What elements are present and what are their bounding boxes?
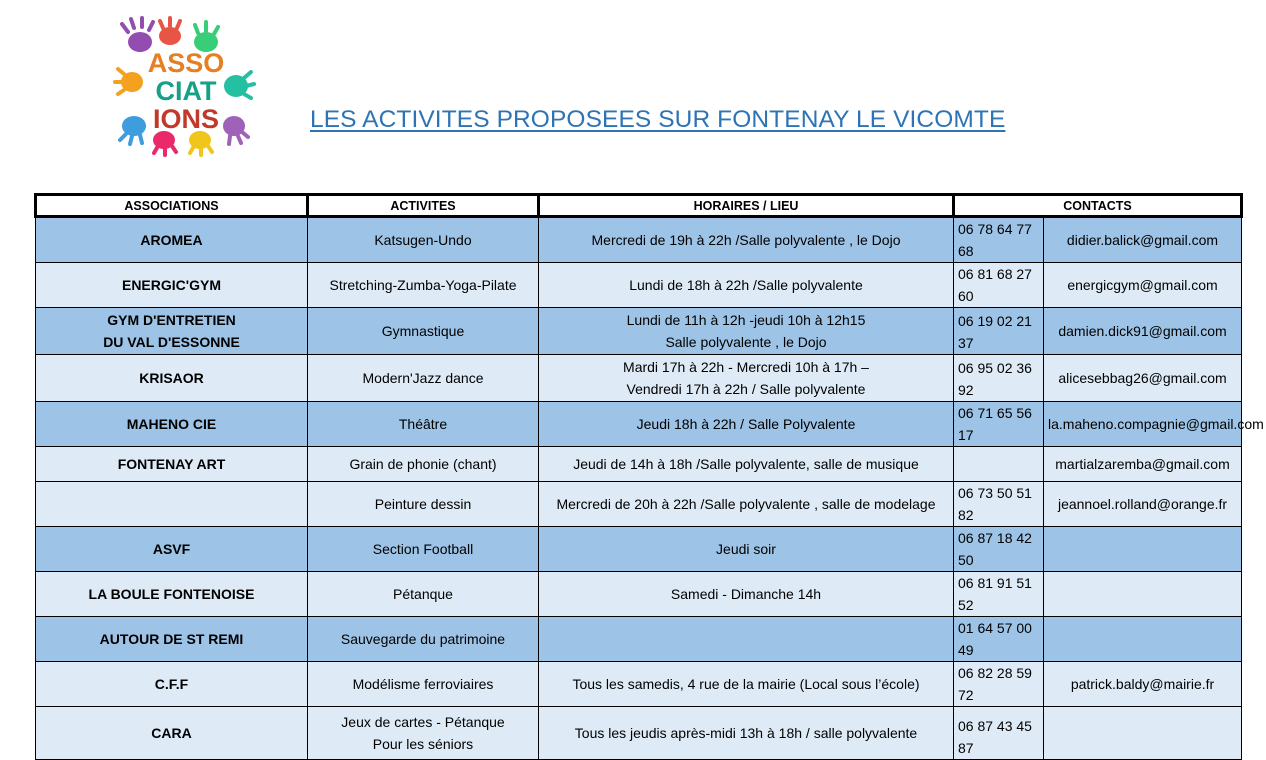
table-row <box>36 447 1242 482</box>
table-row <box>36 707 1242 760</box>
phone-cell: 06 87 18 42 50 <box>954 527 1044 572</box>
email-cell <box>1044 402 1264 447</box>
svg-text:ASSO: ASSO <box>147 48 225 78</box>
association-name: C.F.F <box>154 676 189 692</box>
phone-cell: 06 87 43 45 87 <box>954 707 1044 760</box>
phone-cell: 06 71 65 56 17 <box>954 402 1044 447</box>
activite-cell <box>308 217 539 263</box>
activite-cell <box>308 662 539 707</box>
email-link[interactable]: la.maheno.compagnie@gmail.com <box>1048 416 1264 432</box>
association-name: LA BOULE FONTENOISE <box>88 586 255 602</box>
phone-cell: 06 78 64 77 68 <box>954 217 1044 263</box>
horaires-cell <box>539 617 954 662</box>
phone-cell: 06 82 28 59 72 <box>954 662 1044 707</box>
association-name: AUTOUR DE ST REMI <box>99 631 244 647</box>
horaires-text: Jeudi soir <box>716 541 776 557</box>
phone-cell: 06 81 91 51 52 <box>954 572 1044 617</box>
horaires-cell <box>539 707 954 760</box>
horaires-cell <box>539 263 954 308</box>
association-name: ASVF <box>152 541 191 557</box>
association-name: KRISAOR <box>139 370 204 386</box>
table-row <box>36 263 1242 308</box>
svg-text:IONS: IONS <box>152 104 220 134</box>
horaires-text: Vendredi 17h à 22h / Salle polyvalente <box>626 381 866 397</box>
horaires-text: Mardi 17h à 22h - Mercredi 10h à 17h – <box>623 359 869 375</box>
table-header-row <box>36 195 1242 217</box>
association-cell <box>36 662 308 707</box>
activite-text: Grain de phonie (chant) <box>349 456 497 472</box>
association-cell <box>36 402 308 447</box>
table-row <box>36 662 1242 707</box>
email-link[interactable]: alicesebbag26@gmail.com <box>1058 370 1227 386</box>
activite-cell <box>308 707 539 760</box>
horaires-text: Lundi de 11h à 12h -jeudi 10h à 12h15 <box>626 312 866 328</box>
horaires-text: Samedi - Dimanche 14h <box>670 586 822 602</box>
activite-cell <box>308 572 539 617</box>
association-cell <box>36 217 308 263</box>
horaires-text: Lundi de 18h à 22h /Salle polyvalente <box>629 277 863 293</box>
association-name: DU VAL D'ESSONNE <box>103 334 240 350</box>
table-row <box>36 617 1242 662</box>
horaires-cell <box>539 217 954 263</box>
association-cell <box>36 263 308 308</box>
horaires-text: Tous les jeudis après-midi 13h à 18h / salle polyvalente <box>574 725 918 741</box>
horaires-cell <box>539 447 954 482</box>
email-cell <box>1044 707 1242 760</box>
activite-text: Jeux de cartes - Pétanque <box>341 714 505 730</box>
association-name: GYM D'ENTRETIEN <box>107 312 236 328</box>
email-cell <box>1044 662 1242 707</box>
email-cell <box>1044 308 1242 355</box>
activite-cell <box>308 402 539 447</box>
association-cell <box>36 447 308 482</box>
horaires-cell <box>539 572 954 617</box>
phone-cell: 06 19 02 21 37 <box>954 308 1044 355</box>
email-cell <box>1044 447 1242 482</box>
hands-logo-icon <box>118 22 254 154</box>
email-cell <box>1044 482 1242 527</box>
email-link[interactable]: patrick.baldy@mairie.fr <box>1070 676 1215 692</box>
email-cell <box>1044 527 1242 572</box>
activite-cell <box>308 308 539 355</box>
activite-text: Théâtre <box>398 416 448 432</box>
association-name: CARA <box>151 725 192 741</box>
association-name: MAHENO CIE <box>126 416 217 432</box>
phone-cell: 01 64 57 00 49 <box>954 617 1044 662</box>
activite-text: Modélisme ferroviaires <box>352 676 494 692</box>
association-cell <box>36 308 308 355</box>
activite-text: Pétanque <box>393 586 453 602</box>
activite-text: Sauvegarde du patrimoine <box>340 631 506 647</box>
association-name: FONTENAY ART <box>117 456 226 472</box>
horaires-text: Mercredi de 20h à 22h /Salle polyvalente , salle de modelage <box>556 496 936 512</box>
table-row <box>36 308 1242 355</box>
activite-text: Pour les séniors <box>372 736 474 752</box>
association-name: ENERGIC'GYM <box>121 277 221 293</box>
association-cell <box>36 482 308 527</box>
horaires-cell <box>539 482 954 527</box>
email-link[interactable]: energicgym@gmail.com <box>1067 277 1218 293</box>
email-cell <box>1044 217 1242 263</box>
horaires-cell <box>539 355 954 402</box>
horaires-text: Jeudi de 14h à 18h /Salle polyvalente, salle de musique <box>573 456 919 472</box>
phone-cell: 06 81 68 27 60 <box>954 263 1044 308</box>
email-cell <box>1044 572 1242 617</box>
table-row <box>36 355 1242 402</box>
email-cell <box>1044 263 1242 308</box>
horaires-cell <box>539 662 954 707</box>
table-row <box>36 572 1242 617</box>
svg-text:CIAT: CIAT <box>155 76 217 106</box>
header-contacts: CONTACTS <box>954 195 1242 217</box>
horaires-text: Mercredi de 19h à 22h /Salle polyvalente , le Dojo <box>591 232 901 248</box>
table-row <box>36 402 1242 447</box>
header-associations: ASSOCIATIONS <box>36 195 308 217</box>
activite-text: Stretching-Zumba-Yoga-Pilate <box>329 277 517 293</box>
activite-cell <box>308 263 539 308</box>
activite-cell <box>308 527 539 572</box>
activite-text: Section Football <box>372 541 474 557</box>
horaires-text: Tous les samedis, 4 rue de la mairie (Local sous l’école) <box>572 676 920 692</box>
email-cell <box>1044 355 1242 402</box>
table-row <box>36 482 1242 527</box>
association-cell <box>36 617 308 662</box>
table-body <box>36 217 1264 760</box>
email-link[interactable]: martialzaremba@gmail.com <box>1055 456 1230 472</box>
activite-text: Modern'Jazz dance <box>362 370 484 386</box>
email-cell <box>1044 617 1242 662</box>
activite-cell <box>308 617 539 662</box>
association-name: AROMEA <box>140 232 203 248</box>
header-activites: ACTIVITES <box>308 195 539 217</box>
email-link[interactable]: damien.dick91@gmail.com <box>1058 323 1227 339</box>
activite-cell <box>308 355 539 402</box>
association-cell <box>36 355 308 402</box>
association-cell <box>36 707 308 760</box>
horaires-cell <box>539 527 954 572</box>
header-horaires: HORAIRES / LIEU <box>539 195 954 217</box>
activite-text: Katsugen-Undo <box>374 232 472 248</box>
horaires-cell <box>539 402 954 447</box>
horaires-text: Salle polyvalente , le Dojo <box>665 334 827 350</box>
email-link[interactable]: jeannoel.rolland@orange.fr <box>1057 496 1228 512</box>
association-cell <box>36 527 308 572</box>
table-row <box>36 217 1242 263</box>
phone-cell <box>954 447 1044 482</box>
associations-logo <box>118 22 254 154</box>
phone-cell: 06 73 50 51 82 <box>954 482 1044 527</box>
page-title[interactable]: LES ACTIVITES PROPOSEES SUR FONTENAY LE VICOMTE <box>310 106 1006 133</box>
horaires-text: Jeudi 18h à 22h / Salle Polyvalente <box>636 416 856 432</box>
phone-cell: 06 95 02 36 92 <box>954 355 1044 402</box>
activite-text: Gymnastique <box>381 323 465 339</box>
activite-cell <box>308 482 539 527</box>
activite-cell <box>308 447 539 482</box>
email-link[interactable]: didier.balick@gmail.com <box>1066 232 1219 248</box>
activite-text: Peinture dessin <box>374 496 472 512</box>
table-row <box>36 527 1242 572</box>
association-cell <box>36 572 308 617</box>
horaires-cell <box>539 308 954 355</box>
activities-table <box>34 193 1264 760</box>
